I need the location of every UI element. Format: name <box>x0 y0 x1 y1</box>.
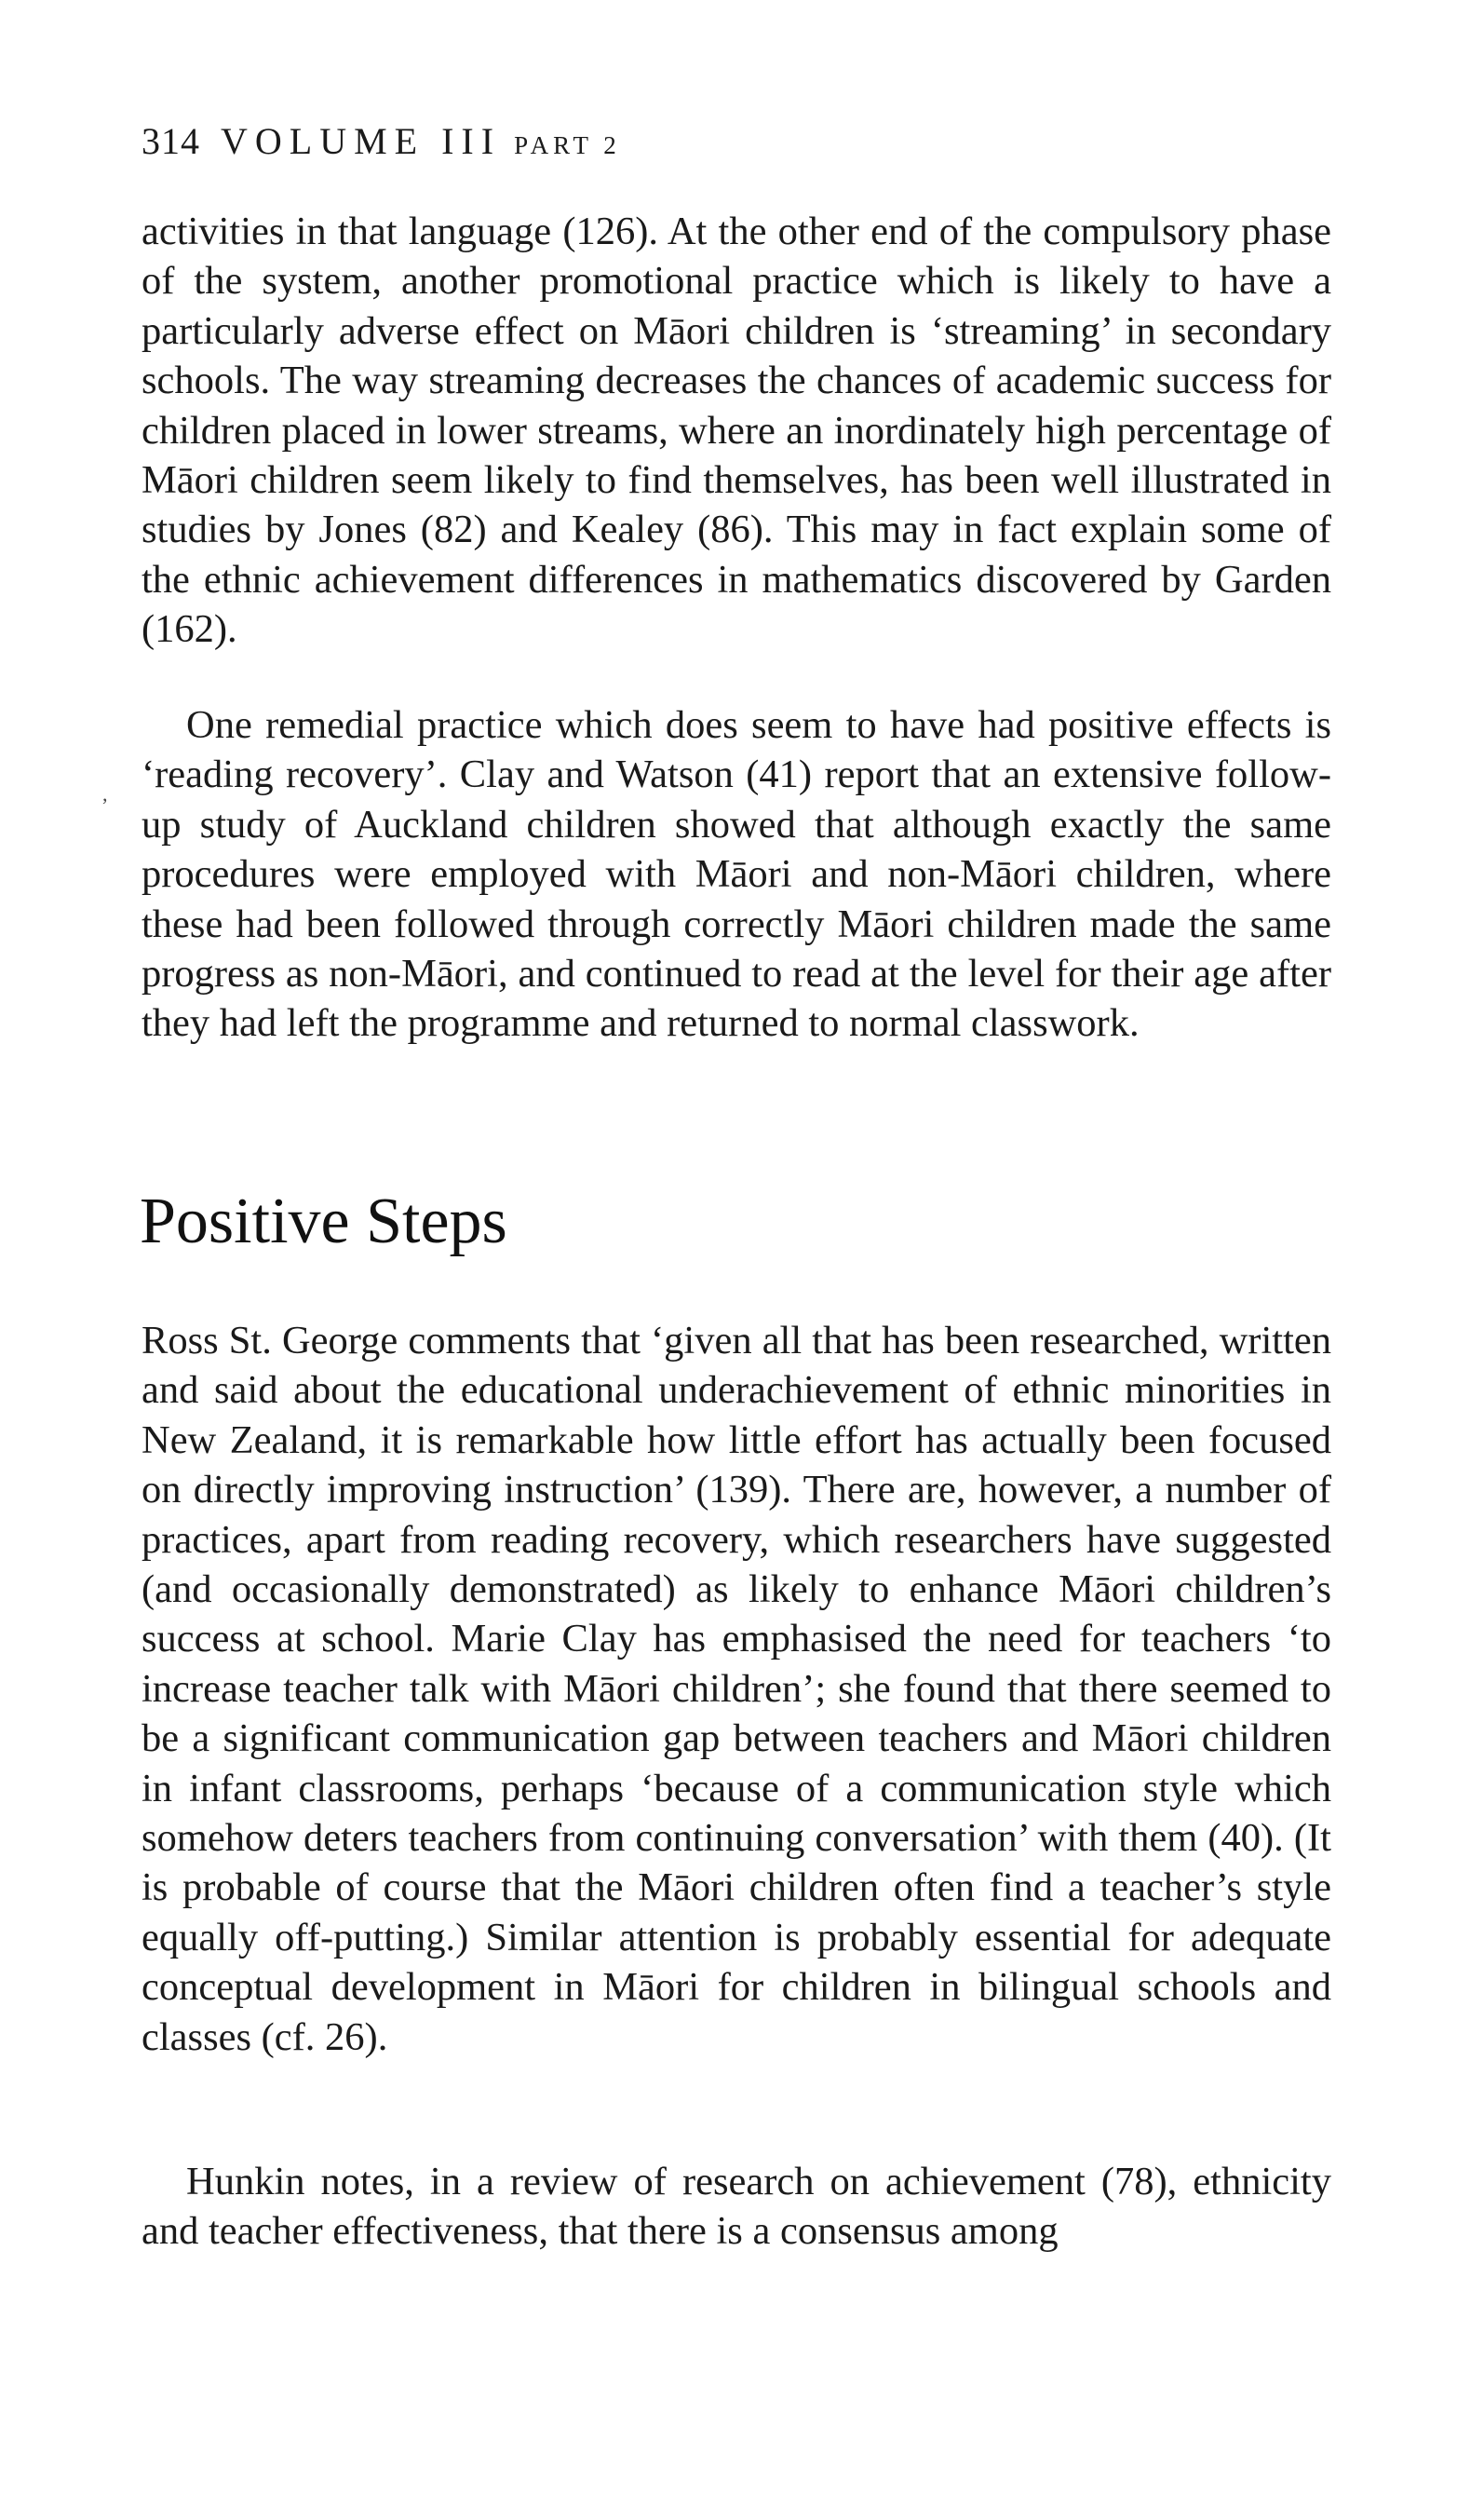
body-text-reading-recovery <box>142 700 1331 1049</box>
paragraph-st-george: Ross St. George comments that ‘given all that has been researched, written and said about the educational underachievement of ethnic minorities in New Zealand, it is remarkable how little effort has actually been focused on directly improving instruction’ (139). There are, however, a number of practices, apart from reading recovery, which researchers have suggested (and occasionally demonstrated) as likely to enhance Māori children’s success at school. Marie Clay has emphasised the need for teachers ‘to increase teacher talk with Māori children’; she found that there seemed to be a significant communication gap between teachers and Māori children in infant classrooms, perhaps ‘because of a communication style which somehow deters teachers from continuing conversation’ with them (40). (It is probable of course that the Māori children often find a teacher’s style equally off-putting.) Similar attention is probably essential for adequate conceptual development in Māori for children in bilingual schools and classes (cf. 26). <box>142 1319 1331 2059</box>
paragraph-reading-recovery: One remedial practice which does seem to have had positive effects is ‘reading recovery’. Clay and Watson (41) report that an extensive follow-up study of Auckland children showed that although exactly the same procedures were employed with Māori and non-Māori children, where these had been followed through correctly Māori children made the same progress as non-Māori, and continued to read at the level for their age after they had left the programme and returned to normal classwork. <box>142 703 1331 1046</box>
page-number: 314 <box>142 120 200 162</box>
running-head <box>142 119 621 163</box>
paragraph-streaming: activities in that language (126). At the other end of the compulsory phase of the system, another promotional practice which is likely to have a particularly adverse effect on Māori children is ‘streaming’ in secondary schools. The way streaming decreases the chances of academic success for children placed in lower streams, where an inordinately high percentage of Māori children seem likely to find themselves, has been well illustrated in studies by Jones (82) and Kealey (86). This may in fact explain some of the ethnic achievement differences in mathematics discovered by Garden (162). <box>142 210 1331 652</box>
body-text-positive-steps <box>142 1316 1331 2062</box>
paragraph-hunkin: Hunkin notes, in a review of research on achievement (78), ethnicity and teacher effectiveness, that there is a consensus among <box>142 2160 1331 2254</box>
section-heading: Positive Steps <box>140 1186 507 1257</box>
stray-mark: , <box>102 782 108 806</box>
body-text-top <box>142 207 1331 655</box>
body-text-hunkin <box>142 2157 1331 2257</box>
volume-label: VOLUME III <box>221 120 502 162</box>
part-label: PART 2 <box>514 131 621 159</box>
